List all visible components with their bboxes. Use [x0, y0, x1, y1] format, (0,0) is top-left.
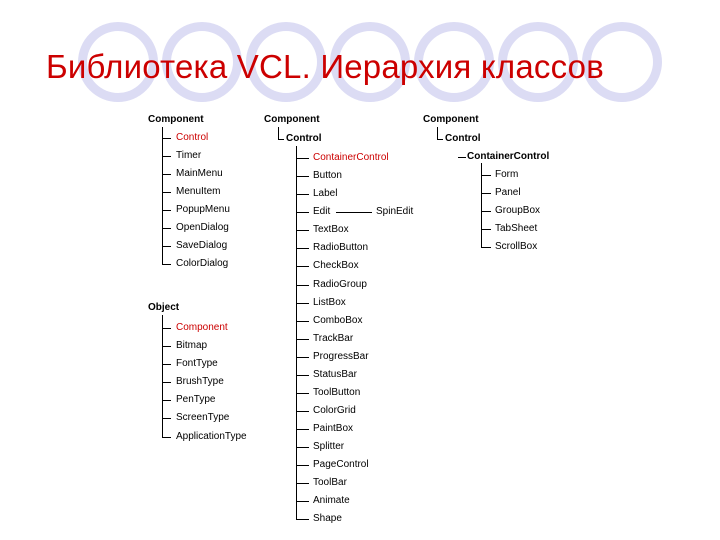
col4-container: ContainerControl	[467, 151, 550, 162]
col4-header: Component	[423, 114, 479, 125]
col2-item: BrushType	[176, 376, 224, 387]
col1-trunk	[162, 127, 163, 264]
col3-item: PaintBox	[313, 423, 354, 434]
col3-item: RadioGroup	[313, 279, 367, 290]
col3-item: CheckBox	[313, 260, 359, 271]
col3-item: ContainerControl	[313, 152, 389, 163]
col3-item: ColorGrid	[313, 405, 356, 416]
col1-item: Control	[176, 132, 209, 143]
col3-item: Button	[313, 170, 342, 181]
col3-item: ToolBar	[313, 477, 347, 488]
col2-item: Component	[176, 322, 228, 333]
col1-item: SaveDialog	[176, 240, 228, 251]
col3-item: TrackBar	[313, 333, 354, 344]
edit-spinedit-connector	[336, 212, 372, 213]
col3-item: Edit	[313, 206, 331, 217]
col3-item: StatusBar	[313, 369, 357, 380]
col1-item: PopupMenu	[176, 204, 230, 215]
col4-item: Form	[495, 169, 519, 180]
col1-item: MenuItem	[176, 186, 221, 197]
col4-item: TabSheet	[495, 223, 538, 234]
col2-header: Object	[148, 302, 180, 313]
col2-item: Bitmap	[176, 340, 208, 351]
page-title: Библиотека VCL. Иерархия классов	[46, 48, 604, 85]
col3-item: ListBox	[313, 297, 346, 308]
col1-header: Component	[148, 114, 204, 125]
col3-item: ComboBox	[313, 315, 363, 326]
col2-item: FontType	[176, 358, 218, 369]
col3-subheader: Control	[286, 133, 322, 144]
col2-item: ScreenType	[176, 412, 230, 423]
col1-item: ColorDialog	[176, 258, 229, 269]
col4-subheader: Control	[445, 133, 481, 144]
col4-item: GroupBox	[495, 205, 541, 216]
col3-header: Component	[264, 114, 320, 125]
col2-item: ApplicationType	[176, 431, 247, 442]
col3-trunk	[296, 146, 297, 520]
col1-item: MainMenu	[176, 168, 223, 179]
col4-item: ScrollBox	[495, 241, 538, 252]
col3-item: ToolButton	[313, 387, 361, 398]
col1-item: OpenDialog	[176, 222, 229, 233]
col3-item: PageControl	[313, 459, 369, 470]
col4-item: Panel	[495, 187, 521, 198]
col3-item: RadioButton	[313, 242, 369, 253]
col3-item: ProgressBar	[313, 351, 369, 362]
col1-item: Timer	[176, 150, 202, 161]
col3-item: Label	[313, 188, 338, 199]
col3-item: TextBox	[313, 224, 349, 235]
col3-item: Shape	[313, 513, 342, 524]
col3-item: Splitter	[313, 441, 345, 452]
col2-item: PenType	[176, 394, 216, 405]
col3-edit-child: SpinEdit	[376, 206, 414, 217]
col3-item: Animate	[313, 495, 350, 506]
